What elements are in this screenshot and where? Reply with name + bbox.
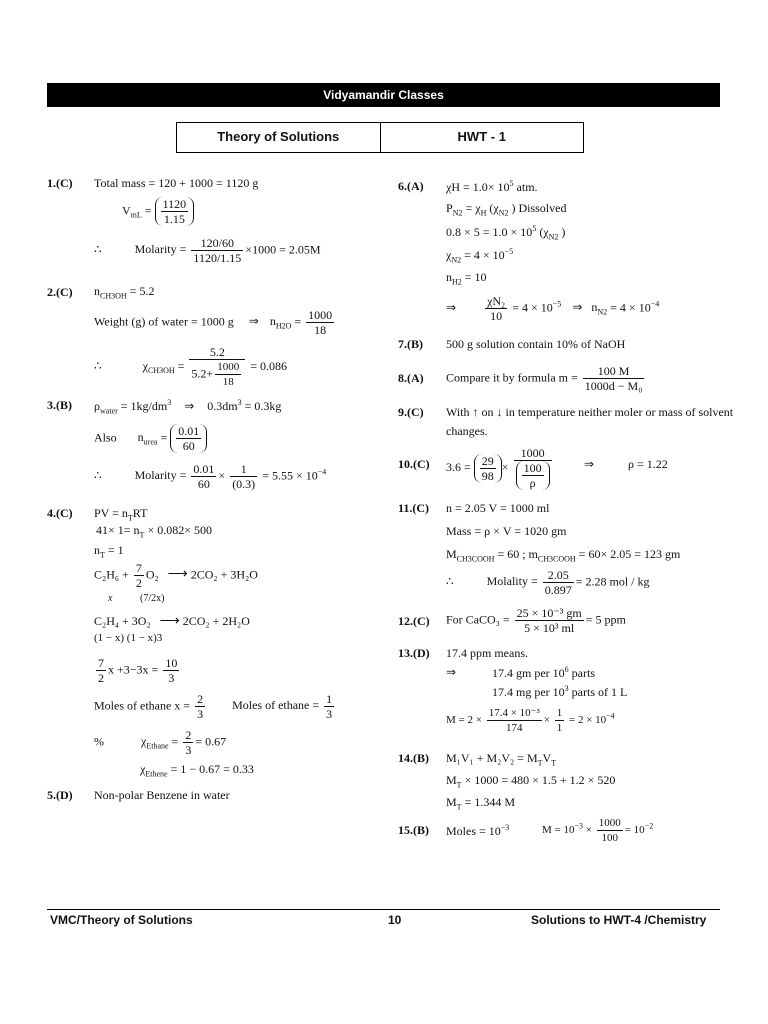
q15-number: 15.(B)	[398, 823, 429, 837]
q2-n-line	[94, 284, 154, 300]
q6-l2-sub3: N2	[498, 208, 509, 218]
q6-l4-tail: = 4 × 10	[461, 248, 505, 262]
footer-rule	[47, 909, 720, 910]
q6-l1-exp: 5	[509, 179, 514, 188]
q6-l4-sub: N2	[451, 255, 462, 265]
q6-l5-tail: = 10	[461, 270, 487, 284]
q14-l3-a: M	[446, 795, 457, 809]
q12-text: For CaCO₃ =	[446, 612, 510, 627]
q9-text1: With ↑ on ↓ in temperature neither moler or mass of solvent	[446, 405, 734, 419]
q4-chi-b-sub: Ethene	[145, 769, 168, 779]
implies-arrow: ⇒	[572, 300, 583, 315]
q1-v: V	[122, 203, 131, 218]
footer-page: 10	[388, 913, 402, 927]
q8-f-num: 100 M	[583, 364, 645, 379]
q10-times: ×	[501, 459, 509, 474]
q13-l2-exp: 6	[564, 665, 569, 674]
q3-times: ×	[218, 468, 226, 483]
q6-l3-t1: (χ	[536, 225, 549, 239]
q1-frac-num: 1120	[162, 197, 187, 211]
q4-e-num2: 10	[165, 656, 178, 670]
q6-line4	[446, 247, 513, 264]
q4-pv-a: PV = n	[94, 506, 128, 520]
q14-number: 14.(B)	[398, 751, 429, 765]
q6-l3-t2: )	[558, 225, 566, 239]
q4-moles	[94, 692, 336, 721]
q4-r1-num: 7	[135, 561, 142, 575]
q4-pv-tail: RT	[132, 506, 148, 520]
q11-molality-label: Molality =	[486, 574, 538, 589]
q11-l3-sub2: CH3COOH	[537, 554, 576, 564]
q13-line1: 17.4 ppm means.	[446, 646, 528, 660]
q11-l3-t2: = 60× 2.05 = 123 gm	[575, 547, 681, 561]
q13-g-num: 1	[556, 707, 563, 719]
q4-ca-den: 3	[185, 743, 192, 757]
q2-chi-val: = 0.086	[250, 358, 287, 373]
q4-moles-a: Moles of ethane x =	[94, 698, 191, 713]
q2-chi-den-den: 18	[222, 376, 234, 388]
q14-line3	[446, 795, 515, 811]
q2-chi-den-num: 1000	[217, 361, 240, 373]
q3-m-num2: 1	[230, 462, 257, 477]
q2-nh2o-den: 18	[314, 323, 327, 337]
q14-l1-a: M₁V₁ + M₂V₂ = M	[446, 751, 538, 765]
q11-molality	[446, 568, 650, 597]
q14-l2-a: M	[446, 773, 457, 787]
q4-ca-val: = 0.67	[195, 734, 227, 749]
q2-nh2o-num: 1000	[308, 308, 333, 322]
q14-l1-sub2: T	[551, 758, 557, 768]
q4-chi-a-sub: Ethane	[146, 741, 169, 751]
q2-chi: χ	[142, 358, 148, 373]
q3-also-line	[94, 424, 207, 453]
q11-number: 11.(C)	[398, 501, 429, 515]
q4-ma-den: 3	[197, 707, 204, 721]
q4-reaction2	[94, 613, 250, 630]
q11-l3-sub: CH3COOH	[456, 554, 495, 564]
q1-paren	[155, 197, 195, 226]
q12-line	[446, 606, 626, 635]
q4-pv-sub: T	[127, 513, 133, 523]
q9-number: 9.(C)	[398, 405, 424, 419]
q6-number: 6.(A)	[398, 179, 424, 193]
q6-l6-exp: −5	[552, 299, 562, 309]
q7-number: 7.(B)	[398, 337, 423, 351]
q13-f-den: 174	[505, 722, 523, 734]
q10-a: 3.6 =	[446, 459, 471, 474]
q7-text: 500 g solution contain 10% of NaOH	[446, 337, 626, 351]
q11-ml-den: 0.897	[544, 583, 572, 597]
q15-moles	[446, 823, 509, 839]
q4-equation	[94, 656, 181, 685]
q3-vol-exp: 3	[237, 398, 242, 407]
q14-line1	[446, 751, 556, 767]
q2-chi-num: 5.2	[189, 345, 245, 360]
q3-rho: ρ	[94, 399, 100, 413]
therefore-symbol: ∴	[94, 358, 102, 373]
q10-p-num: 29	[481, 453, 494, 468]
implies-arrow: ⇒	[184, 399, 195, 413]
q8-f-den: 1000d − M₀	[584, 379, 643, 393]
q11-line3	[446, 547, 680, 563]
q10-arrow: ⇒	[584, 457, 595, 471]
q4-r2-a: C₂H₄ + 3O₂	[94, 614, 151, 628]
q10-b-num: 1000	[514, 446, 552, 461]
q15-formula	[542, 816, 653, 845]
q4-l3-sub: T	[100, 550, 105, 560]
q4-chi-ethane	[94, 728, 226, 757]
q13-arrow: ⇒	[446, 665, 457, 679]
q1-total-mass: Total mass = 120 + 1000 = 1120 g	[94, 176, 259, 190]
implies-arrow: ⇒	[248, 314, 259, 329]
q4-moles-b: Moles of ethane =	[232, 698, 320, 713]
q4-r1-den: 2	[135, 576, 142, 590]
q6-line5	[446, 270, 487, 286]
q3-vol-tail: = 0.3kg	[241, 399, 282, 413]
q3-rho-exp: 3	[167, 398, 172, 407]
q6-l6-b: n	[591, 300, 598, 315]
q15-f-num: 1000	[598, 817, 621, 829]
q11-l3-t1: = 60 ; m	[494, 547, 538, 561]
q14-line2	[446, 773, 615, 789]
q2-chi-sub: CH3OH	[147, 366, 175, 376]
therefore-symbol: ∴	[446, 574, 454, 589]
q6-l5-sub: H2	[452, 277, 462, 287]
q2-n: n	[94, 284, 100, 298]
q6-l2-t3: ) Dissolved	[508, 201, 567, 215]
q4-mb-den: 3	[326, 707, 333, 721]
q4-e-den1: 2	[98, 671, 104, 685]
q13-times: ×	[543, 714, 550, 727]
q4-number: 4.(C)	[47, 506, 73, 520]
q2-eq: =	[291, 314, 302, 329]
q6-line2	[446, 201, 566, 217]
q13-m: M = 2 ×	[446, 714, 482, 727]
q13-l3-a: 17.4 mg per 10	[492, 685, 565, 699]
q13-val-exp: −4	[606, 711, 615, 721]
q6-line1	[446, 179, 538, 195]
q13-l2-tail: parts	[568, 666, 595, 680]
q13-l2-a: 17.4 gm per 10	[492, 666, 565, 680]
q5-number: 5.(D)	[47, 788, 73, 802]
q4-e-num1: 7	[98, 656, 104, 670]
q6-l6-b-sub: N2	[597, 307, 608, 317]
q3-u-num: 0.01	[178, 424, 200, 438]
q3-rho-sub: water	[100, 406, 118, 416]
reaction-arrow-icon: ⟶	[167, 567, 188, 583]
q4-e-den2: 3	[168, 671, 175, 685]
q4-l2-sub: T	[139, 530, 145, 540]
q4-ca-num: 2	[185, 728, 192, 742]
banner-title: Vidyamandir Classes	[47, 83, 720, 107]
q10-number: 10.(C)	[398, 457, 430, 471]
q2-nh2o: n	[269, 314, 276, 329]
q4-r1-x2: (7/2x)	[140, 593, 165, 604]
q6-f-num: χN₂	[487, 294, 506, 308]
q6-l2-sub2: H	[480, 208, 487, 218]
q11-ml-num: 2.05	[543, 568, 574, 583]
q4-chi-ethene	[140, 762, 254, 778]
q15-times: ×	[583, 824, 592, 837]
q5-text: Non-polar Benzene in water	[94, 788, 230, 802]
q1-mol-den: 1120/1.15	[193, 251, 242, 265]
q6-l6-tail: = 4 × 10	[607, 300, 651, 315]
q3-vol: 0.3dm	[207, 399, 238, 413]
q15-val-exp: −2	[644, 821, 654, 831]
q12-val: = 5 ppm	[585, 612, 626, 627]
q15-m-exp: −3	[574, 821, 583, 831]
q14-l2-sub: T	[456, 780, 462, 790]
q3-rho-line	[94, 398, 281, 415]
q4-r1-a: C₂H₆ +	[94, 567, 129, 582]
q10-line	[446, 446, 554, 490]
reaction-arrow-icon: ⟶	[159, 614, 180, 629]
q14-l3-sub: T	[456, 802, 462, 812]
q4-r2-c: 2CO₂ + 2H₂O	[182, 614, 250, 628]
q6-l6-mid: = 4 × 10	[512, 300, 553, 315]
q3-m-den2: (0.3)	[232, 477, 256, 491]
q12-f-den: 5 × 10³ ml	[524, 621, 575, 635]
q4-pv	[94, 506, 147, 522]
q1-molarity	[94, 236, 321, 265]
q2-water-line	[94, 308, 336, 337]
q1-volume	[122, 197, 194, 226]
q1-mol-num: 120/60	[191, 236, 243, 251]
q4-l3-tail: = 1	[104, 543, 124, 557]
q6-l5-a: n	[446, 270, 452, 284]
q3-nurea: n	[137, 430, 144, 445]
q4-r1-x: x	[108, 593, 113, 604]
q3-rho-val: = 1kg/dm	[117, 399, 168, 413]
topic-header-box	[176, 122, 584, 153]
q6-l6-exp2: −4	[650, 299, 660, 309]
q2-number: 2.(C)	[47, 285, 73, 299]
q4-eq: =	[168, 734, 179, 749]
q13-f-num: 17.4 × 10⁻³	[488, 707, 540, 719]
q3-m-exp: −4	[317, 467, 327, 477]
q6-line6	[446, 294, 659, 323]
q4-pct: %	[94, 734, 104, 749]
q6-l2-sub: N2	[452, 208, 463, 218]
hwt-label: HWT - 1	[380, 123, 584, 152]
q4-l2-a: 41× 1= n	[96, 523, 140, 537]
q4-l3-a: n	[94, 543, 100, 557]
q3-m-num1: 0.01	[193, 462, 215, 476]
q13-val: = 2 × 10	[568, 714, 607, 727]
q4-r1-b: O₂	[145, 567, 159, 582]
q10-result: ρ = 1.22	[628, 457, 668, 471]
q6-l3-exp: 5	[532, 224, 537, 233]
q6-l4-a: χ	[446, 248, 452, 262]
q1-molarity-label: Molarity =	[134, 242, 187, 257]
q6-l1-a: χH = 1.0× 10	[446, 180, 510, 194]
q1-number: 1.(C)	[47, 176, 73, 190]
q11-line1: n = 2.05 V = 1000 ml	[446, 501, 550, 515]
q1-eq: =	[144, 203, 152, 218]
q14-l3-tail: = 1.344 M	[461, 795, 515, 809]
q4-line2	[96, 523, 212, 539]
q14-l1-sub: T	[537, 758, 543, 768]
q3-u-den: 60	[182, 439, 195, 453]
q2-chi-line	[94, 345, 287, 389]
q4-chi-b: χ	[140, 762, 146, 776]
q4-cb-val: = 1 − 0.67 = 0.33	[167, 762, 254, 776]
q6-l3-sub: N2	[548, 232, 559, 242]
q6-l4-exp: −5	[504, 247, 514, 256]
q1-v-sub: mL	[130, 210, 142, 220]
q13-line2	[492, 665, 595, 681]
q14-l2-tail: × 1000 = 480 × 1.5 + 1.2 × 520	[461, 773, 616, 787]
q10-b-den-den: ρ	[529, 476, 536, 490]
q2-water: Weight (g) of water = 1000 g	[94, 314, 234, 329]
q4-chi-a: χ	[141, 734, 147, 749]
footer-left: VMC/Theory of Solutions	[50, 913, 193, 927]
q15-m: M = 10	[542, 824, 575, 837]
q11-l3-a: M	[446, 547, 457, 561]
q12-f-num: 25 × 10⁻³ gm	[516, 606, 582, 620]
q11-ml-val: = 2.28 mol / kg	[575, 574, 650, 589]
therefore-symbol: ∴	[94, 468, 102, 483]
q3-molarity-line	[94, 462, 326, 491]
q13-number: 13.(D)	[398, 646, 430, 660]
q3-m-val: = 5.55 × 10	[262, 468, 318, 483]
q4-ma-num: 2	[197, 692, 204, 706]
q2-chi-den-a: 5.2+	[191, 366, 214, 381]
q9-text2: changes.	[446, 424, 488, 438]
footer-right: Solutions to HWT-4 /Chemistry	[531, 913, 707, 927]
q4-reaction1	[94, 561, 258, 590]
q10-p-den: 98	[481, 468, 494, 483]
q3-nurea-sub: urea	[143, 437, 158, 447]
q8-number: 8.(A)	[398, 371, 424, 385]
q8-text: Compare it by formula m =	[446, 370, 578, 385]
therefore-symbol: ∴	[94, 242, 102, 257]
q4-l2-tail: × 0.082× 500	[144, 523, 212, 537]
q14-l1-tail: V	[542, 751, 552, 765]
topic-title: Theory of Solutions	[217, 129, 340, 144]
q3-number: 3.(B)	[47, 398, 72, 412]
implies-arrow: ⇒	[446, 300, 457, 315]
q3-also: Also	[94, 430, 117, 445]
q10-b-den-num: 100	[523, 461, 542, 475]
q2-n-val: = 5.2	[126, 284, 155, 298]
q13-l3-exp: 3	[564, 684, 569, 693]
q4-e-mid: x +3−3x =	[108, 662, 159, 677]
q13-formula	[446, 706, 615, 735]
q15-val: = 10	[624, 824, 645, 837]
q15-a-exp: −3	[500, 823, 510, 832]
q1-mol-result: ×1000 = 2.05M	[245, 242, 321, 257]
q4-mb-num: 1	[326, 692, 333, 706]
q3-m-den1: 60	[197, 477, 210, 491]
q15-f-den: 100	[601, 832, 618, 844]
q4-line3	[94, 543, 124, 559]
q6-l2-a: P	[446, 201, 453, 215]
q15-a: Moles = 10	[446, 824, 501, 838]
q4-r2-x: (1 − x) (1 − x)3	[94, 632, 163, 644]
q8-line	[446, 364, 646, 393]
q6-line3	[446, 224, 565, 241]
q13-line3	[492, 684, 627, 700]
q6-l3-a: 0.8 × 5 = 1.0 × 10	[446, 225, 533, 239]
q6-l1-tail: atm.	[513, 180, 538, 194]
q13-l3-tail: parts of 1 L	[568, 685, 628, 699]
q3-molarity: Molarity =	[134, 468, 187, 483]
q2-nh2o-sub: H2O	[275, 321, 292, 331]
q2-n-sub: CH3OH	[100, 291, 127, 301]
q12-number: 12.(C)	[398, 614, 430, 628]
q1-frac-den: 1.15	[163, 212, 185, 226]
q4-r1-c: 2CO₂ + 3H₂O	[190, 567, 258, 582]
q6-f-den: 10	[490, 309, 503, 323]
q11-line2: Mass = ρ × V = 1020 gm	[446, 524, 567, 538]
q13-g-den: 1	[556, 722, 563, 734]
q3-eq: =	[157, 430, 168, 445]
q6-l2-t1: = χ	[462, 201, 481, 215]
q2-eq2: =	[174, 358, 185, 373]
q6-l2-t2: (χ	[486, 201, 499, 215]
